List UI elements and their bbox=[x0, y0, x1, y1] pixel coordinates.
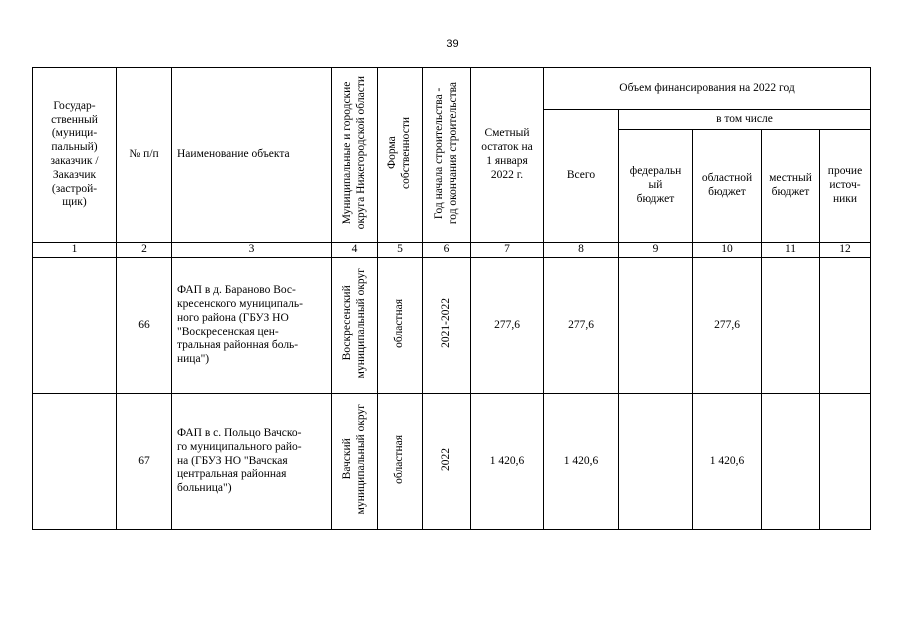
page-number: 39 bbox=[446, 38, 459, 50]
header-other bbox=[820, 130, 871, 243]
header-including bbox=[619, 110, 871, 130]
header-ownership bbox=[378, 68, 423, 243]
header-total bbox=[544, 110, 619, 243]
header-years bbox=[423, 68, 471, 243]
header-federal bbox=[619, 130, 693, 243]
column-number: 2 bbox=[117, 243, 172, 258]
row-object-name bbox=[172, 258, 332, 394]
column-number: 10 bbox=[693, 243, 762, 258]
column-number: 5 bbox=[378, 243, 423, 258]
column-number: 11 bbox=[762, 243, 820, 258]
header-customer bbox=[33, 68, 117, 243]
table-row bbox=[33, 394, 871, 530]
row-federal bbox=[619, 258, 693, 394]
row-years bbox=[423, 394, 471, 530]
header-object-name bbox=[172, 68, 332, 243]
row-total: 277,6 bbox=[544, 258, 619, 394]
row-customer bbox=[33, 394, 117, 530]
header-customer-text: Государ- ственный (муници- пальный) заказчик / Заказчик (застрой- щик) bbox=[50, 99, 99, 209]
row-municipality-text: Вачский муниципальный округ bbox=[340, 403, 367, 515]
column-number: 7 bbox=[471, 243, 544, 258]
column-number: 4 bbox=[332, 243, 378, 258]
row-ownership-text: областная bbox=[393, 298, 406, 348]
header-federal-text: федеральн ый бюджет bbox=[629, 165, 682, 205]
row-balance: 277,6 bbox=[471, 258, 544, 394]
column-number: 8 bbox=[544, 243, 619, 258]
header-num-text: № п/п bbox=[129, 148, 159, 161]
column-number: 12 bbox=[820, 243, 871, 258]
row-municipality bbox=[332, 258, 378, 394]
header-local-text: местный бюджет bbox=[769, 172, 812, 198]
row-num: 66 bbox=[117, 258, 172, 394]
row-years bbox=[423, 258, 471, 394]
row-other bbox=[820, 394, 871, 530]
header-balance-text: Сметный остаток на 1 января 2022 г. bbox=[481, 127, 533, 181]
row-federal bbox=[619, 394, 693, 530]
header-other-text: прочие источ- ники bbox=[827, 165, 863, 205]
column-number: 3 bbox=[172, 243, 332, 258]
header-regional bbox=[693, 130, 762, 243]
column-number: 9 bbox=[619, 243, 693, 258]
row-object-name-text: ФАП в с. Польцо Вачско- го муниципального райо- на (ГБУЗ НО "Вачская центральная районная больница") bbox=[177, 427, 302, 495]
header-regional-text: областной бюджет bbox=[701, 172, 753, 198]
header-financing-text: Объем финансирования на 2022 год bbox=[619, 81, 795, 94]
header-including-text: в том числе bbox=[716, 112, 773, 125]
row-balance: 1 420,6 bbox=[471, 394, 544, 530]
row-years-text: 2021-2022 bbox=[439, 298, 452, 349]
financing-table bbox=[32, 67, 871, 530]
row-object-name-text: ФАП в д. Бараново Вос- кресенского муниципаль- ного района (ГБУЗ НО "Воскресенская цен- тральная районная боль- ница") bbox=[177, 284, 303, 366]
header-municipality bbox=[332, 68, 378, 243]
table-row bbox=[33, 258, 871, 394]
row-ownership-text: областная bbox=[393, 434, 406, 484]
row-regional: 1 420,6 bbox=[693, 394, 762, 530]
row-customer bbox=[33, 258, 117, 394]
column-number: 1 bbox=[33, 243, 117, 258]
row-regional: 277,6 bbox=[693, 258, 762, 394]
header-balance bbox=[471, 68, 544, 243]
header-local bbox=[762, 130, 820, 243]
header-financing bbox=[544, 68, 871, 110]
column-number: 6 bbox=[423, 243, 471, 258]
row-ownership bbox=[378, 258, 423, 394]
column-number-row bbox=[33, 243, 871, 258]
row-municipality-text: Воскресенский муниципальный округ bbox=[340, 267, 367, 379]
row-other bbox=[820, 258, 871, 394]
row-local bbox=[762, 394, 820, 530]
row-years-text: 2022 bbox=[439, 447, 452, 471]
header-ownership-text: Форма собственности bbox=[386, 116, 412, 189]
header-object-name-text: Наименование объекта bbox=[177, 148, 290, 161]
header-years-text: Год начала строительства - год окончания строительства bbox=[432, 81, 459, 224]
header-total-text: Всего bbox=[566, 169, 596, 182]
header-municipality-text: Муниципальные и городские округа Нижегородской области bbox=[340, 75, 367, 230]
row-total: 1 420,6 bbox=[544, 394, 619, 530]
row-object-name bbox=[172, 394, 332, 530]
row-num: 67 bbox=[117, 394, 172, 530]
row-municipality bbox=[332, 394, 378, 530]
row-ownership bbox=[378, 394, 423, 530]
row-local bbox=[762, 258, 820, 394]
header-num bbox=[117, 68, 172, 243]
